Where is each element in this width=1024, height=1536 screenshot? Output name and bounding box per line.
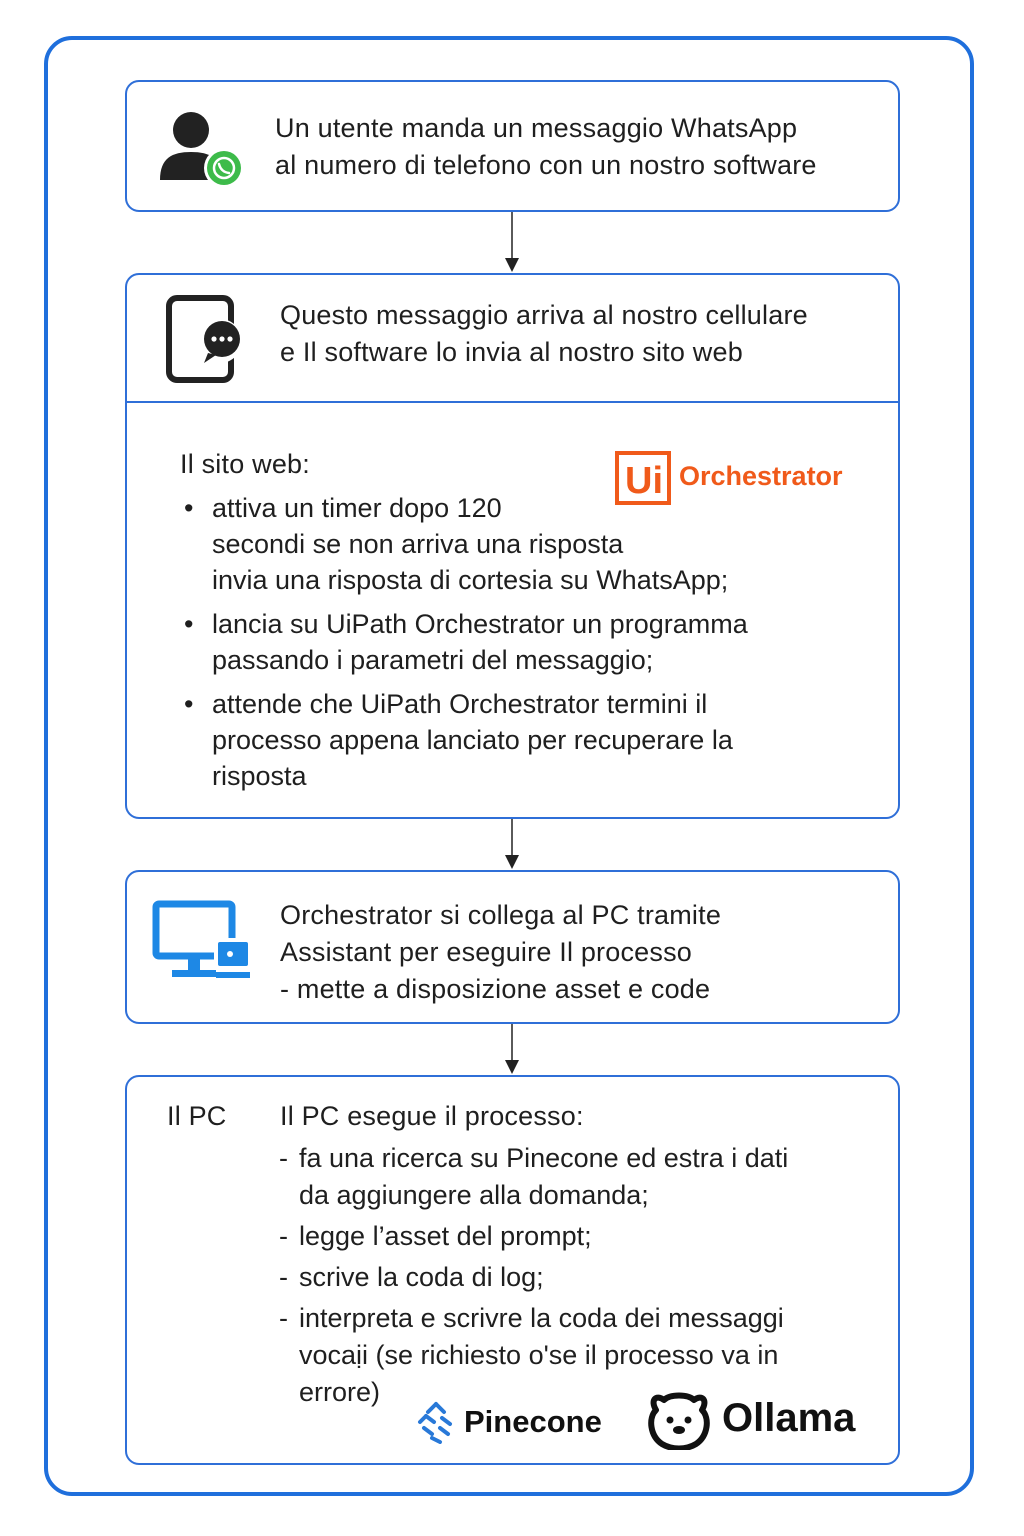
arrow-2 [502, 819, 522, 871]
pinecone-wordmark: Pinecone [464, 1404, 602, 1439]
step2b-heading: Il sito web: [180, 449, 310, 479]
task-item: - fa una ricerca su Pinecone ed estra i dati da aggiungere alla domanda; [279, 1143, 789, 1210]
task-item: - legge l’asset del prompt; [279, 1221, 592, 1251]
website-bullets [180, 490, 820, 802]
arrow-3 [502, 1024, 522, 1076]
user-whatsapp-icon [158, 108, 248, 190]
bullet-item: • lancia su UiPath Orchestrator un programma passando i parametri del messaggio; [184, 609, 748, 675]
step2-text: Questo messaggio arriva al nostro cellulare e Il software lo invia al nostro sito web [280, 300, 808, 367]
step1-text: Un utente manda un messaggio WhatsApp al numero di telefono con un nostro software [275, 113, 817, 180]
uipath-mark: Ui [615, 451, 671, 505]
step4-heading: Il PC esegue il processo: [280, 1101, 584, 1131]
task-item: - interpreta e scrivre la coda dei messaggi vocaịi (se richiesto o'se il processo va in errore) [279, 1303, 784, 1407]
tablet-chat-icon [166, 295, 246, 385]
task-item: - scrive la coda di log; [279, 1262, 544, 1292]
pc-tasks [279, 1140, 879, 1415]
pinecone-logo-icon [414, 1400, 458, 1444]
arrow-1 [502, 212, 522, 274]
uipath-wordmark: Orchestrator [679, 461, 843, 491]
bullet-item: • attende che UiPath Orchestrator termini il processo appena lanciato per recuperare la risposta [184, 689, 733, 791]
bullet-item: • attiva un timer dopo 120 secondi se non arriva una risposta invia una risposta di cortesia su WhatsApp; [184, 493, 729, 595]
step4-label: Il PC [167, 1101, 227, 1131]
ollama-logo-icon [646, 1392, 712, 1450]
computer-icon [152, 900, 252, 984]
ollama-wordmark: Ollama [722, 1396, 856, 1440]
step3-text: Orchestrator si collega al PC tramite Assistant per eseguire Il processo - mette a disposizione asset e code [280, 900, 722, 1004]
